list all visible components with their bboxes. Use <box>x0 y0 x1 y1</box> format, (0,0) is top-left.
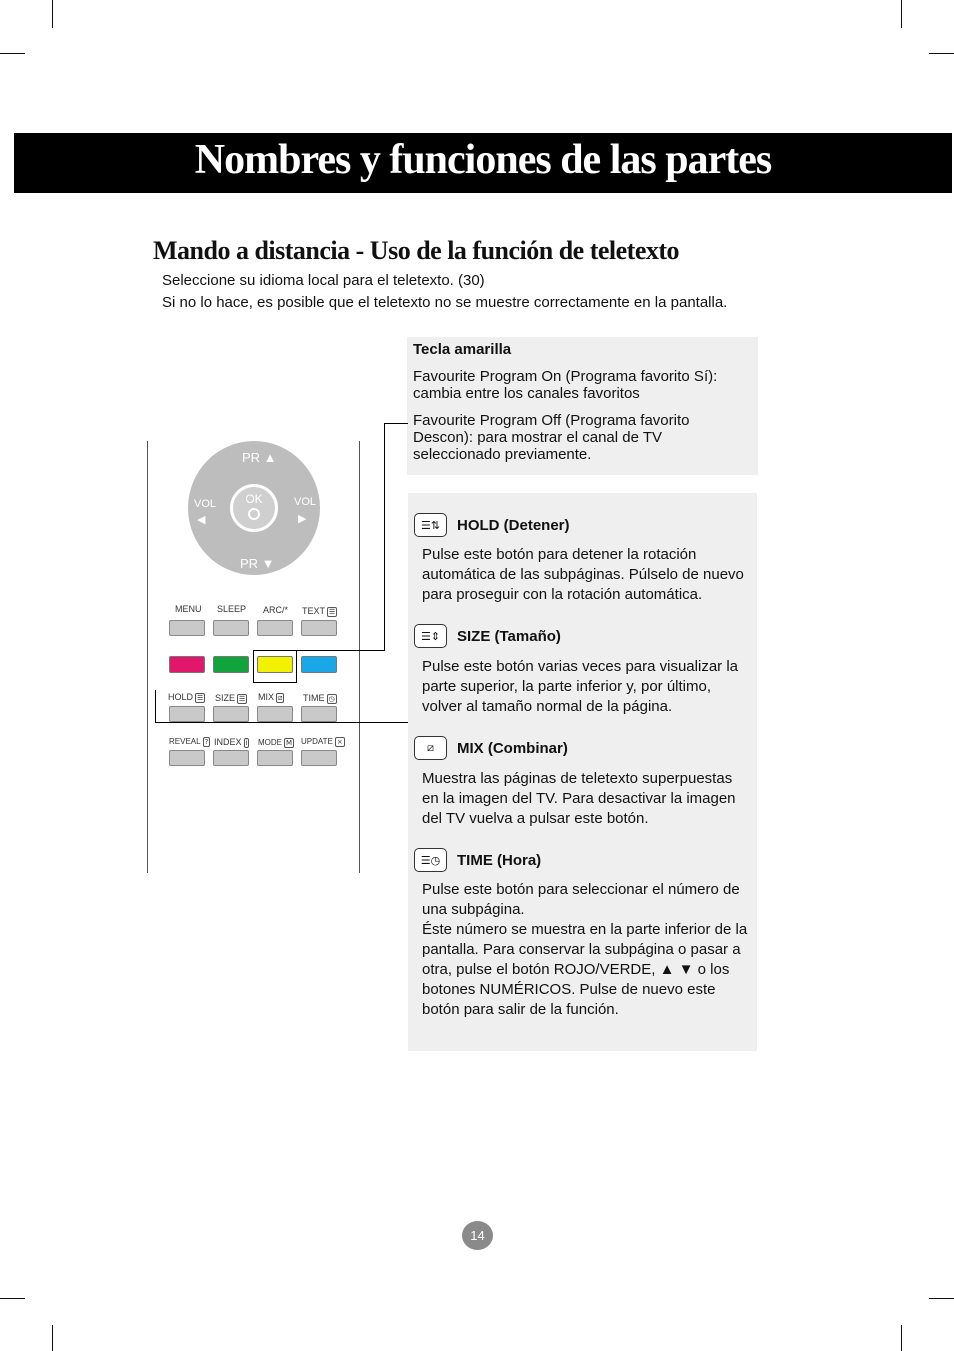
text-line: seleccionado previamente. <box>413 446 592 463</box>
size-label-text: SIZE <box>215 693 236 703</box>
mix-title: MIX (Combinar) <box>457 739 568 757</box>
size-mini-icon: ☰ <box>239 694 246 703</box>
text-button[interactable] <box>301 620 337 636</box>
vol-up-arrow-icon: ▶ <box>298 513 307 525</box>
text-line: automática de las subpáginas. Púlselo de nuevo <box>422 566 744 583</box>
crop-mark <box>929 53 954 54</box>
reveal-mini-icon: ? <box>204 738 209 746</box>
section-title: Mando a distancia - Uso de la función de teletexto <box>153 236 680 265</box>
size-title: SIZE (Tamaño) <box>457 627 561 645</box>
pr-up-label: PR ▲ <box>242 450 277 465</box>
crop-mark <box>901 1325 902 1351</box>
text-line: botones NUMÉRICOS. Pulse de nuevo este <box>422 981 716 998</box>
arc-button[interactable] <box>257 620 293 636</box>
text-line: botón para salir de la función. <box>422 1001 619 1018</box>
blue-button[interactable] <box>301 656 337 673</box>
yellow-highlight-box <box>253 650 254 683</box>
size-label <box>215 693 247 704</box>
yellow-leader-line <box>384 423 408 424</box>
text-label-text: TEXT <box>302 606 326 616</box>
menu-label: MENU <box>175 604 202 614</box>
yellow-key-off-text <box>413 412 690 463</box>
green-button[interactable] <box>213 656 249 673</box>
yellow-button[interactable] <box>257 656 293 673</box>
size-heading <box>414 623 561 649</box>
mix-heading <box>414 735 568 761</box>
text-line: Muestra las páginas de teletexto superpuestas <box>422 770 733 787</box>
yellow-key-on-text <box>413 368 717 402</box>
reveal-label <box>169 737 210 747</box>
ok-dot-icon <box>248 508 260 520</box>
index-mini-icon: i <box>245 738 248 747</box>
text-line: cambia entre los canales favoritos <box>413 385 640 402</box>
hold-label <box>168 692 205 703</box>
vol-right-label: VOL <box>294 496 317 508</box>
mix-description <box>422 769 752 829</box>
crop-mark <box>52 1325 53 1351</box>
crop-mark <box>929 1298 954 1299</box>
intro-line-2: Si no lo hace, es posible que el teletexto no se muestre correctamente en la pantalla. <box>162 294 728 311</box>
hold-mini-icon: ☰ <box>197 693 204 702</box>
index-label-text: INDEX <box>214 737 242 747</box>
yellow-highlight-box <box>253 650 296 651</box>
page-number: 14 <box>462 1221 493 1250</box>
pr-down-label: PR ▼ <box>240 556 275 571</box>
time-description <box>422 880 752 1020</box>
menu-button[interactable] <box>169 620 205 636</box>
text-line: una subpágina. <box>422 901 525 918</box>
ok-button[interactable] <box>230 484 278 532</box>
hold-heading <box>414 512 570 538</box>
ok-label: OK <box>245 492 263 506</box>
mode-label-text: MODE <box>258 738 282 748</box>
index-button[interactable] <box>213 750 249 766</box>
yellow-key-box <box>407 337 758 475</box>
text-line: volver al tamaño normal de la página. <box>422 698 673 715</box>
yellow-highlight-box <box>253 682 296 683</box>
time-label <box>303 693 337 704</box>
time-heading <box>414 847 541 873</box>
crop-mark <box>0 53 25 54</box>
teletext-leader-line <box>155 722 408 723</box>
teletext-bracket-line <box>155 690 156 723</box>
mix-mini-icon: ⧄ <box>278 693 283 702</box>
update-mini-icon: × <box>336 738 343 746</box>
remote-outline-left <box>147 441 148 873</box>
mix-label-text: MIX <box>258 692 275 702</box>
size-description <box>422 657 752 717</box>
text-line: Éste número se muestra en la parte inferior de la <box>422 921 748 938</box>
yellow-highlight-box <box>296 650 297 683</box>
text-line: Descon): para mostrar el canal de TV <box>413 429 663 446</box>
vol-down-arrow-icon: ◀ <box>197 514 206 526</box>
time-mini-icon: ◷ <box>328 694 335 703</box>
text-line: en la imagen del TV. Para desactivar la imagen <box>422 790 736 807</box>
header-bar <box>14 133 952 193</box>
yellow-key-title: Tecla amarilla <box>413 341 512 358</box>
dpad[interactable] <box>188 441 320 575</box>
text-icon: ☰ <box>329 607 336 616</box>
index-label <box>214 737 249 748</box>
update-label-text: UPDATE <box>301 737 333 747</box>
text-line: parte superior, la parte inferior y, por último, <box>422 678 712 695</box>
crop-mark <box>901 0 902 28</box>
reveal-button[interactable] <box>169 750 205 766</box>
intro-line-1: Seleccione su idioma local para el teletexto. (30) <box>162 272 485 289</box>
yellow-leader-line <box>384 423 385 651</box>
yellow-leader-line <box>296 650 385 651</box>
time-icon: ☰◷ <box>414 848 447 872</box>
text-line: del TV vuelva a pulsar este botón. <box>422 810 649 827</box>
text-line: pantalla. Para conservar la subpágina o pasar a <box>422 941 741 958</box>
text-line: para proseguir con la rotación automática. <box>422 586 703 603</box>
size-button[interactable] <box>213 706 249 722</box>
hold-label-text: HOLD <box>168 692 194 702</box>
text-line: Pulse este botón varias veces para visualizar la <box>422 658 738 675</box>
vol-left-label: VOL <box>194 498 217 510</box>
mode-label <box>258 738 294 748</box>
remote-outline-right <box>359 441 360 873</box>
sleep-label: SLEEP <box>217 604 247 614</box>
hold-icon: ☰⇅ <box>414 513 447 537</box>
sleep-button[interactable] <box>213 620 249 636</box>
text-line: otra, pulse el botón ROJO/VERDE, ▲ ▼ o los <box>422 961 730 978</box>
time-label-text: TIME <box>303 693 325 703</box>
mode-button[interactable] <box>257 750 293 766</box>
page-title: Nombres y funciones de las partes <box>194 137 772 183</box>
hold-description <box>422 545 752 605</box>
mix-button[interactable] <box>257 706 293 722</box>
text-label <box>302 606 337 617</box>
reveal-label-text: REVEAL <box>169 737 201 747</box>
arc-label: ARC/* <box>263 605 289 615</box>
text-line: Favourite Program Off (Programa favorito <box>413 412 690 429</box>
hold-title: HOLD (Detener) <box>457 516 570 534</box>
text-line: Pulse este botón para seleccionar el número de <box>422 881 740 898</box>
text-line: Favourite Program On (Programa favorito Sí): <box>413 368 718 385</box>
hold-button[interactable] <box>169 706 205 722</box>
update-label <box>301 737 345 747</box>
mix-icon: ⧄ <box>414 736 447 760</box>
mode-mini-icon: M <box>286 739 293 747</box>
crop-mark <box>52 0 53 28</box>
crop-mark <box>0 1298 25 1299</box>
text-line: Pulse este botón para detener la rotación <box>422 546 697 563</box>
update-button[interactable] <box>301 750 337 766</box>
teletext-functions-box <box>408 493 757 1051</box>
time-title: TIME (Hora) <box>457 851 542 869</box>
mix-label <box>258 692 284 703</box>
time-button[interactable] <box>301 706 337 722</box>
size-icon: ☰⇕ <box>414 624 447 648</box>
red-button[interactable] <box>169 656 205 673</box>
